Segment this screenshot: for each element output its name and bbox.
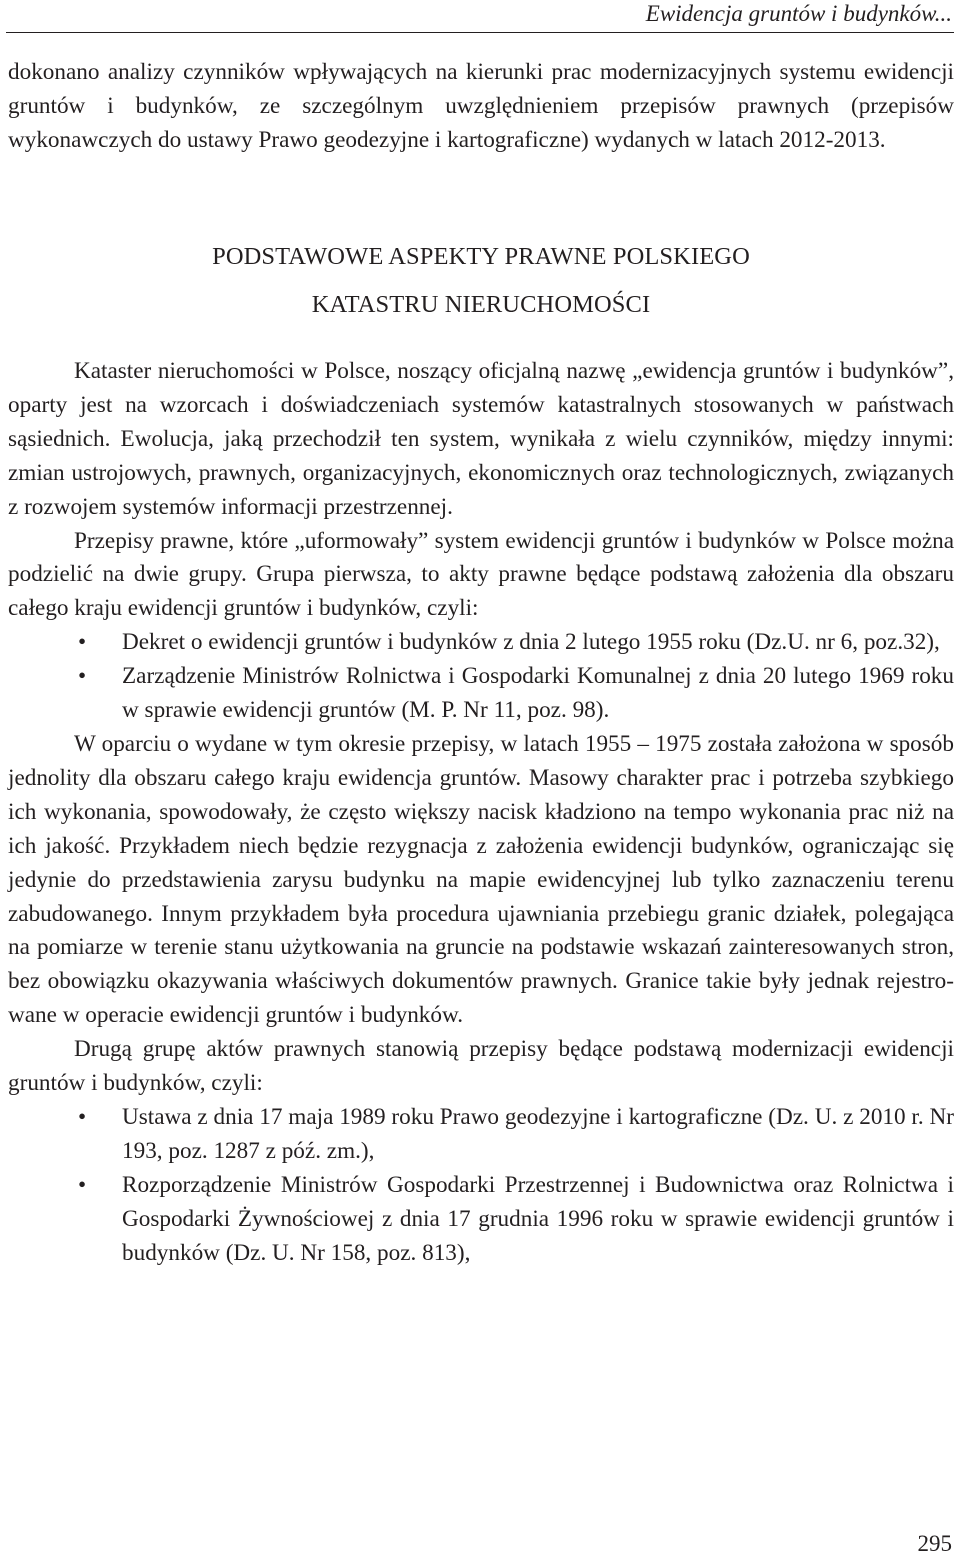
legal-acts-list-2 bbox=[8, 1101, 954, 1271]
header-rule bbox=[6, 32, 954, 33]
bullet-icon: • bbox=[78, 1103, 87, 1130]
list-item bbox=[8, 1169, 954, 1271]
list-item bbox=[8, 660, 954, 728]
list-item-text: Dekret o ewidencji gruntów i budynków z dnia 2 lutego 1955 roku (Dz.U. nr 6, poz.32), bbox=[122, 629, 940, 656]
paragraph-2: Przepisy prawne, które „uformowały” system ewidencji gruntów i budynków w Polsce można podzielić na dwie grupy. Grupa pierwsza, to akty prawne będące podstawą założenia dla obszaru całego kraju ewidencji gruntów i budynków, czyli: bbox=[8, 527, 954, 622]
paragraph-4: Drugą grupę aktów prawnych stanowią przepisy będące podstawą modernizacji ewidencji gruntów i budynków, czyli: bbox=[8, 1036, 954, 1097]
paragraph-3: W oparciu o wydane w tym okresie przepisy, w latach 1955 – 1975 została założona w sposób jednolity dla obszaru całego kraju ewidencja gruntów. Masowy charakter prac i potrzeba szybkiego ich wykonania, spowodowały, że często większy nacisk kładziono na tempo wykonania prac niż na ich jakość. Przykładem niech będzie rezygnacja z założenia ewidencji budynków, ograniczając się jedynie do przedstawienia zarysu budynku na mapie ewidencyjnej lub tylko zaznaczeniu terenu zabudowanego. Innym przykładem była procedura ujawniania przebiegu granic działek, polegająca na pomiarze w terenie stanu użytkowania na gruncie na podstawie wskazań zainteresowanych stron, bez obowiązku okazywania właściwych dokumentów prawnych. Granice takie były jednak rejestrowane w operacie ewidencji gruntów i budynków. bbox=[8, 730, 954, 1029]
section-heading-line-1: PODSTAWOWE ASPEKTY PRAWNE POLSKIEGO bbox=[212, 243, 750, 270]
section-heading-line-2: KATASTRU NIERUCHOMOŚCI bbox=[311, 291, 651, 318]
bullet-icon: • bbox=[78, 629, 87, 656]
list-item-text: Zarządzenie Ministrów Rolnictwa i Gospodarki Komunalnej z dnia 20 lutego 1969 roku w sprawie ewidencji gruntów (M. P. Nr 11, poz. 98). bbox=[122, 663, 954, 724]
list-item bbox=[8, 626, 954, 660]
list-item-text: Ustawa z dnia 17 maja 1989 roku Prawo geodezyjne i kartograficzne (Dz. U. z 2010 r. Nr 193, poz. 1287 z póź. zm.), bbox=[122, 1103, 954, 1164]
list-item-text: Rozporządzenie Ministrów Gospodarki Przestrzennej i Budownictwa oraz Rolnictwa i Gospodarki Żywnościowej z dnia 17 grudnia 1996 roku w sprawie ewidencji gruntów i budynków (Dz. U. Nr 158, poz. 813), bbox=[122, 1171, 954, 1266]
main-text-block bbox=[8, 355, 954, 1270]
intro-block bbox=[8, 56, 954, 158]
paragraph-1: Kataster nieruchomości w Polsce, noszący oficjalną nazwę „ewidencja gruntów i budynków”, oparty jest na wzorcach i doświadczeniach systemów katastralnych stosowanych w państwach sąsiednich. Ewolucja, jaką przechodził ten system, wynikała z wielu czynników, między innymi: zmian ustrojowych, prawnych, organizacyjnych, ekonomicznych oraz technologicznych, związanych z rozwojem systemów informacji przestrzennej. bbox=[8, 358, 954, 520]
bullet-icon: • bbox=[78, 1171, 87, 1198]
intro-paragraph: dokonano analizy czynników wpływających na kierunki prac modernizacyjnych systemu ewidencji gruntów i budynków, ze szczególnym uwzględnieniem przepisów prawnych (przepisów wykonawczych do ustawy Prawo geodezyjne i kartograficzne) wydanych w latach 2012-2013. bbox=[8, 59, 954, 153]
page-number: 295 bbox=[917, 1531, 952, 1556]
list-item bbox=[8, 1101, 954, 1169]
legal-acts-list-1 bbox=[8, 626, 954, 728]
running-header: Ewidencja gruntów i budynków... bbox=[645, 1, 952, 26]
section-heading bbox=[8, 233, 954, 329]
bullet-icon: • bbox=[78, 663, 87, 690]
